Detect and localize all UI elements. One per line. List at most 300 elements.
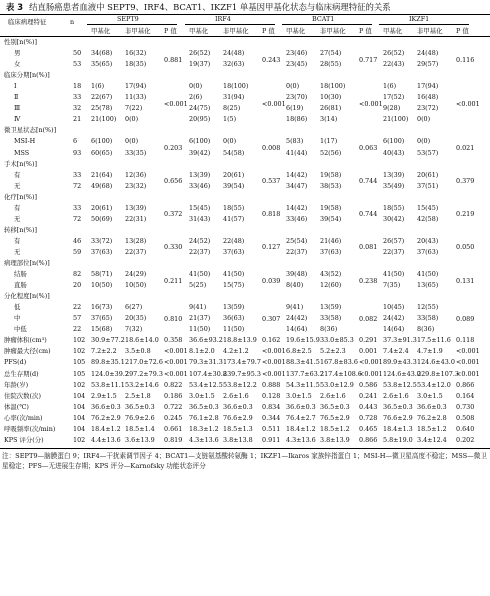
cell-methylated: 1(6) (383, 82, 397, 91)
cell-unmethylated: 20(35) (125, 314, 147, 323)
group-p-value: 0.039 (262, 276, 281, 285)
cell-unmethylated: 12(60) (320, 281, 342, 290)
cell-p-value: 0.291 (359, 336, 378, 345)
cell-methylated: 26(57) (383, 236, 405, 245)
cell-methylated: 36.5±0.3 (189, 402, 219, 411)
cell-methylated: 2(6) (189, 93, 203, 102)
cell-methylated: 76.1±2.8 (189, 413, 219, 422)
row-group-label: 微卫星状态[n(%)] (4, 126, 57, 135)
cell-unmethylated: 19(58) (320, 203, 342, 212)
header-subcolumn: P 值 (164, 27, 177, 35)
cell-methylated: 7.2±2.2 (91, 347, 117, 356)
cell-unmethylated: 0(0) (223, 137, 237, 146)
cell-unmethylated: 76.2±2.8 (417, 413, 447, 422)
cell-unmethylated: 24(48) (417, 49, 439, 58)
cell-unmethylated: 39(54) (320, 214, 342, 223)
cell-methylated: 33(72) (91, 236, 113, 245)
group-p-value: <0.001 (164, 99, 188, 108)
cell-unmethylated: 32(63) (223, 60, 245, 69)
row-n: 104 (73, 413, 86, 422)
cell-methylated: 18(55) (383, 203, 405, 212)
cell-methylated: 18.4±1.3 (383, 424, 413, 433)
cell-unmethylated: 18.5±1.3 (223, 424, 253, 433)
cell-unmethylated: 53(57) (417, 148, 439, 157)
row-group-label: 分化程度[n(%)] (4, 292, 50, 301)
cell-methylated: 31(43) (189, 214, 211, 223)
cell-methylated: 23(45) (286, 60, 308, 69)
group-p-value: 0.127 (262, 243, 281, 252)
cell-unmethylated: 17(94) (125, 82, 147, 91)
cell-unmethylated: 0(0) (125, 115, 139, 124)
row-group-label: 病理部位[n(%)] (4, 259, 50, 267)
cell-p-value: 0.722 (164, 402, 183, 411)
header-subcolumn: 非甲基化 (417, 27, 443, 35)
cell-methylated: 36.5±0.3 (383, 402, 413, 411)
row-group-label: 性别[n(%)] (4, 38, 37, 46)
cell-unmethylated: 2.5±1.8 (125, 391, 151, 400)
cell-methylated: 0(0) (286, 82, 300, 91)
cell-methylated: 9(41) (286, 303, 304, 312)
cell-p-value: 0.911 (262, 435, 281, 444)
cell-unmethylated: 173.4±79.7 (223, 358, 261, 367)
cell-p-value: 0.001 (359, 347, 378, 356)
cell-methylated: 6(100) (91, 137, 113, 146)
cell-unmethylated: 18.6±14.0 (125, 336, 159, 345)
cell-unmethylated: 0(0) (417, 115, 431, 124)
cell-methylated: 18.4±1.2 (91, 424, 121, 433)
cell-unmethylated: 22(48) (223, 236, 245, 245)
cell-methylated: 37(63) (91, 247, 113, 256)
cell-unmethylated: 23(32) (125, 181, 147, 190)
cell-unmethylated: 43(52) (320, 270, 342, 279)
cell-unmethylated: 15(75) (223, 281, 245, 290)
row-n: 93 (73, 148, 82, 157)
cell-methylated: 19.6±15.9 (286, 336, 320, 345)
cell-methylated: 20(61) (91, 203, 113, 212)
cell-unmethylated: 20(43) (417, 236, 439, 245)
cell-unmethylated: 124.6±43.0 (417, 358, 455, 367)
cell-unmethylated: 10(50) (125, 281, 147, 290)
cell-unmethylated: 36.5±0.3 (320, 402, 350, 411)
cell-unmethylated: 3.4±12.4 (417, 435, 447, 444)
cell-methylated: 41(50) (189, 270, 211, 279)
header-rule (0, 36, 490, 37)
cell-unmethylated: 53.4±12.0 (417, 380, 451, 389)
cell-unmethylated: 41(57) (223, 214, 245, 223)
cell-methylated: 0(0) (189, 82, 203, 91)
cell-p-value: 0.443 (359, 402, 378, 411)
cell-unmethylated: 31(94) (223, 93, 245, 102)
cell-methylated: 88.3±41.5 (286, 358, 320, 367)
cell-unmethylated: 17(94) (417, 82, 439, 91)
cell-unmethylated: 37(51) (417, 181, 439, 190)
header-subcolumn: 甲基化 (91, 27, 111, 35)
cell-unmethylated: 52(56) (320, 148, 342, 157)
cell-p-value: 0.465 (359, 424, 378, 433)
cell-methylated: 15(45) (189, 203, 211, 212)
cell-unmethylated: 18(100) (320, 82, 346, 91)
cell-unmethylated: 33(35) (125, 148, 147, 157)
cell-methylated: 53.8±11.1 (91, 380, 125, 389)
group-p-value: 0.330 (164, 243, 183, 252)
cell-methylated: 37.3±91.3 (383, 336, 417, 345)
row-n: 57 (73, 314, 82, 323)
cell-unmethylated: 229.8±107.3 (417, 369, 459, 378)
cell-unmethylated: 37(63) (320, 247, 342, 256)
cell-methylated: 33(46) (189, 181, 211, 190)
row-n: 104 (73, 402, 86, 411)
header-subcolumn: P 值 (456, 27, 469, 35)
cell-unmethylated: 76.6±2.9 (223, 413, 253, 422)
cell-methylated: 26(52) (383, 49, 405, 58)
group-p-value: 0.656 (164, 177, 183, 186)
row-label: KPS 评分(分) (4, 435, 44, 444)
row-label: 体温(℃) (4, 402, 29, 411)
cell-unmethylated: 26(81) (320, 104, 342, 113)
cell-methylated: 18.4±1.2 (286, 424, 316, 433)
row-n: 72 (73, 181, 82, 190)
row-n: 33 (73, 203, 82, 212)
cell-methylated: 36.6±0.3 (286, 402, 316, 411)
cell-methylated: 19(37) (189, 60, 211, 69)
row-group-label: 化疗[n(%)] (4, 192, 37, 201)
cell-methylated: 53.4±12.5 (189, 380, 223, 389)
cell-p-value: 0.888 (262, 380, 281, 389)
group-p-value: 0.203 (164, 144, 183, 152)
cell-methylated: 2.6±1.6 (383, 391, 409, 400)
group-p-value: <0.001 (359, 99, 383, 108)
cell-p-value: 0.128 (262, 391, 281, 400)
cell-methylated: 24(42) (286, 314, 308, 323)
cell-unmethylated: 36.6±0.3 (223, 402, 253, 411)
cell-p-value: 0.508 (456, 413, 475, 422)
table-caption: 结直肠癌患者血液中 SEPT9、IRF4、BCAT1、IKZF1 单基因甲基化状态与临床病理特征的关系 (29, 2, 391, 12)
cell-unmethylated: 18.5±1.2 (417, 424, 447, 433)
group-p-value: 0.744 (359, 177, 378, 186)
gene-subrule (87, 24, 177, 25)
cell-unmethylated: 20(61) (417, 170, 439, 179)
cell-methylated: 79.3±31.3 (189, 358, 223, 367)
cell-p-value: <0.001 (456, 347, 480, 356)
cell-p-value: 0.728 (359, 413, 378, 422)
cell-methylated: 23(46) (286, 49, 308, 58)
header-n: n (70, 18, 75, 26)
cell-unmethylated: 8(25) (223, 104, 241, 113)
row-label: 肿瘤最大径(cm) (4, 347, 51, 356)
cell-unmethylated: 17.5±11.6 (417, 336, 451, 345)
group-p-value: 0.744 (359, 210, 378, 219)
cell-unmethylated: 3.5±0.8 (125, 347, 151, 356)
cell-p-value: 0.164 (456, 391, 475, 400)
cell-methylated: 3.0±1.5 (286, 391, 312, 400)
row-n: 6 (73, 137, 78, 146)
group-p-value: 0.307 (262, 315, 281, 324)
row-n: 82 (73, 270, 82, 279)
row-label: 无 (14, 214, 21, 223)
bottom-rule (0, 448, 490, 449)
group-p-value: 0.810 (164, 315, 183, 324)
cell-methylated: 16(73) (91, 303, 113, 312)
cell-unmethylated: 20(61) (223, 170, 245, 179)
row-label: 肿瘤体积(cm³) (4, 336, 47, 345)
gene-subrule (282, 24, 372, 25)
group-p-value: 0.116 (456, 55, 475, 64)
cell-methylated: 21(100) (91, 115, 117, 124)
cell-methylated: 30(42) (383, 214, 405, 223)
cell-unmethylated: 8(36) (417, 325, 435, 334)
cell-unmethylated: 7(32) (125, 325, 143, 334)
cell-unmethylated: 3.0±1.5 (417, 391, 443, 400)
cell-p-value: 0.186 (164, 391, 183, 400)
header-subcolumn: 非甲基化 (320, 27, 346, 35)
cell-unmethylated: 239.7±95.3 (223, 369, 261, 378)
cell-unmethylated: 28(55) (320, 60, 342, 69)
group-p-value: 0.081 (359, 243, 378, 252)
header-gene: SEPT9 (117, 15, 139, 23)
row-n: 102 (73, 336, 86, 345)
row-n: 22 (73, 325, 82, 334)
cell-p-value: 0.118 (456, 336, 475, 345)
cell-unmethylated: 76.5±2.9 (320, 413, 350, 422)
cell-unmethylated: 23(72) (417, 104, 439, 113)
row-label: 年龄(岁) (4, 380, 29, 389)
cell-p-value: 0.866 (456, 380, 475, 389)
cell-methylated: 22(37) (383, 247, 405, 256)
cell-methylated: 107.4±30.8 (189, 369, 227, 378)
cell-unmethylated: 12(36) (125, 170, 147, 179)
group-p-value: 0.082 (359, 315, 378, 324)
cell-unmethylated: 54(58) (223, 148, 245, 157)
cell-unmethylated: 24(48) (223, 49, 245, 58)
cell-unmethylated: 19(58) (320, 170, 342, 179)
row-group-label: 手术[n(%)] (4, 159, 37, 168)
row-label: 男 (14, 49, 21, 58)
row-label: Ⅰ (14, 82, 17, 91)
cell-methylated: 6(19) (286, 104, 304, 113)
row-label: 女 (14, 60, 21, 69)
cell-unmethylated: 22(37) (125, 247, 147, 256)
cell-methylated: 2.9±1.5 (91, 391, 117, 400)
cell-methylated: 60(65) (91, 148, 113, 157)
cell-methylated: 24(52) (189, 236, 211, 245)
row-label: 有 (14, 170, 21, 179)
cell-unmethylated: 18(100) (223, 82, 249, 91)
cell-methylated: 22(43) (383, 60, 405, 69)
cell-unmethylated: 1(5) (223, 115, 237, 124)
cell-unmethylated: 16(48) (417, 93, 439, 102)
row-group-label: 转移[n(%)] (4, 225, 37, 234)
cell-unmethylated: 22(31) (125, 214, 147, 223)
cell-methylated: 4.3±13.6 (189, 435, 219, 444)
row-n: 102 (73, 347, 86, 356)
cell-methylated: 76.2±2.9 (91, 413, 121, 422)
header-gene: IRF4 (215, 15, 231, 23)
row-n: 33 (73, 93, 82, 102)
cell-p-value: <0.001 (456, 369, 480, 378)
row-n: 72 (73, 214, 82, 223)
cell-p-value: 0.819 (164, 435, 183, 444)
cell-methylated: 58(71) (91, 270, 113, 279)
cell-methylated: 8(40) (286, 281, 304, 290)
cell-unmethylated: 36.5±0.3 (125, 402, 155, 411)
cell-methylated: 13(39) (383, 170, 405, 179)
cell-unmethylated: 13(28) (125, 236, 147, 245)
cell-unmethylated: 217.4±108.6 (320, 369, 362, 378)
cell-methylated: 21(37) (189, 314, 211, 323)
table-number: 表 3 (6, 2, 24, 12)
cell-methylated: 49(68) (91, 181, 113, 190)
cell-unmethylated: 53.0±12.9 (320, 380, 354, 389)
cell-unmethylated: 7(22) (125, 104, 143, 113)
cell-p-value: 0.162 (262, 336, 281, 345)
cell-unmethylated: 3.8±13.9 (320, 435, 350, 444)
cell-methylated: 124.6±43.0 (383, 369, 421, 378)
cell-p-value: 0.730 (456, 402, 475, 411)
cell-unmethylated: 5.2±2.3 (320, 347, 346, 356)
cell-unmethylated: 15(45) (417, 203, 439, 212)
cell-p-value: 0.358 (164, 336, 183, 345)
cell-methylated: 34(68) (91, 49, 113, 58)
group-p-value: 0.131 (456, 276, 475, 285)
header-subcolumn: 非甲基化 (223, 27, 249, 35)
row-n: 18 (73, 82, 82, 91)
cell-methylated: 14(42) (286, 170, 308, 179)
row-label: 低 (14, 303, 21, 312)
cell-methylated: 23(70) (286, 93, 308, 102)
cell-p-value: <0.001 (456, 358, 480, 367)
cell-unmethylated: 41(50) (223, 270, 245, 279)
cell-methylated: 7.4±2.4 (383, 347, 409, 356)
group-p-value: 0.379 (456, 177, 475, 186)
row-label: 中低 (14, 325, 27, 334)
cell-methylated: 7(35) (383, 281, 401, 290)
row-n: 20 (73, 281, 82, 290)
row-n: 33 (73, 170, 82, 179)
header-gene: IKZF1 (409, 15, 430, 23)
cell-methylated: 25(54) (286, 236, 308, 245)
header-gene: BCAT1 (312, 15, 335, 23)
cell-unmethylated: 33.0±85.3 (320, 336, 354, 345)
cell-methylated: 4.3±13.6 (286, 435, 316, 444)
header-subcolumn: P 值 (359, 27, 372, 35)
cell-p-value: 0.586 (359, 380, 378, 389)
cell-methylated: 20(95) (189, 115, 211, 124)
row-label: 心率(次/min) (4, 413, 43, 422)
row-n: 102 (73, 380, 86, 389)
cell-unmethylated: 18(35) (125, 60, 147, 69)
cell-methylated: 22(37) (189, 247, 211, 256)
cell-methylated: 5(25) (189, 281, 207, 290)
cell-methylated: 18(86) (286, 115, 308, 124)
cell-p-value: <0.001 (359, 358, 383, 367)
cell-methylated: 15(68) (91, 325, 113, 334)
row-n: 102 (73, 435, 86, 444)
cell-methylated: 39(48) (286, 270, 308, 279)
cell-p-value: 0.245 (164, 413, 183, 422)
row-n: 22 (73, 303, 82, 312)
group-p-value: 0.219 (456, 210, 475, 219)
cell-methylated: 24(42) (383, 314, 405, 323)
cell-methylated: 37(65) (91, 314, 113, 323)
cell-methylated: 9(41) (189, 303, 207, 312)
cell-unmethylated: 18.5±1.4 (125, 424, 155, 433)
cell-unmethylated: 18.8±13.9 (223, 336, 257, 345)
cell-unmethylated: 11(50) (223, 325, 245, 334)
group-p-value: 0.243 (262, 55, 281, 64)
gene-subrule (379, 24, 469, 25)
cell-methylated: 6(100) (189, 137, 211, 146)
row-n: 46 (73, 236, 82, 245)
cell-unmethylated: 24(29) (125, 270, 147, 279)
group-p-value: 0.372 (164, 210, 183, 219)
cell-methylated: 3.0±1.5 (189, 391, 215, 400)
row-label: Ⅲ (14, 104, 21, 113)
gene-subrule (185, 24, 275, 25)
cell-methylated: 22(67) (91, 93, 113, 102)
cell-unmethylated: 12(55) (417, 303, 439, 312)
cell-unmethylated: 39(54) (223, 181, 245, 190)
cell-unmethylated: 2.6±1.6 (223, 391, 249, 400)
row-group-label: 临床分期[n(%)] (4, 71, 50, 80)
cell-methylated: 35(49) (383, 181, 405, 190)
cell-p-value: 0.834 (262, 402, 281, 411)
cell-unmethylated: 167.8±83.6 (320, 358, 358, 367)
group-p-value: 0.008 (262, 144, 281, 152)
cell-unmethylated: 13(39) (125, 203, 147, 212)
cell-unmethylated: 76.9±2.6 (125, 413, 155, 422)
cell-methylated: 33(46) (286, 214, 308, 223)
cell-methylated: 137.7±63.2 (286, 369, 324, 378)
row-label: 无 (14, 247, 21, 256)
cell-unmethylated: 13(59) (320, 303, 342, 312)
group-p-value: 0.050 (456, 243, 475, 252)
cell-methylated: 5.8±19.0 (383, 435, 413, 444)
cell-methylated: 41(50) (383, 270, 405, 279)
cell-unmethylated: 297.2±79.3 (125, 369, 163, 378)
cell-p-value: 0.640 (456, 424, 475, 433)
cell-methylated: 124.0±39.2 (91, 369, 129, 378)
cell-unmethylated: 3.6±13.9 (125, 435, 155, 444)
cell-unmethylated: 1(17) (320, 137, 338, 146)
cell-methylated: 89.8±35.1 (91, 358, 125, 367)
cell-p-value: 0.822 (164, 380, 183, 389)
cell-methylated: 6.8±2.5 (286, 347, 312, 356)
table-footnote: 注：SEPT9—脑膜蛋白 9；IRF4—干扰素调节因子 4；BCAT1—支链氨基酸转氨酶 1；IKZF1—Ikaros 家族锌指蛋白 1；MSI-H—微卫星高度不稳定；MSS—微卫星稳定；PFS—无进展生存期；KPS 评分—Karnofsky 功能状态评分 (2, 451, 487, 470)
row-label: 中 (14, 314, 21, 323)
cell-methylated: 10(50) (91, 281, 113, 290)
row-n: 59 (73, 247, 82, 256)
cell-methylated: 10(45) (383, 303, 405, 312)
row-n: 105 (73, 369, 86, 378)
cell-methylated: 6(100) (383, 137, 405, 146)
cell-methylated: 53.8±12.5 (383, 380, 417, 389)
cell-methylated: 36.6±93.2 (189, 336, 223, 345)
row-label: 呼吸频率(次/min) (4, 424, 56, 433)
row-label: Ⅱ (14, 93, 19, 102)
cell-unmethylated: 53.2±14.6 (125, 380, 159, 389)
cell-unmethylated: 10(30) (320, 93, 342, 102)
cell-unmethylated: 18(55) (223, 203, 245, 212)
cell-unmethylated: 27(54) (320, 49, 342, 58)
table-title (6, 2, 486, 13)
cell-methylated: 1(6) (91, 82, 105, 91)
group-p-value: 0.238 (359, 276, 378, 285)
cell-methylated: 36.6±0.3 (91, 402, 121, 411)
cell-methylated: 22(37) (286, 247, 308, 256)
cell-p-value: 0.866 (359, 435, 378, 444)
cell-unmethylated: 6(27) (125, 303, 143, 312)
row-label: 结肠 (14, 270, 27, 279)
